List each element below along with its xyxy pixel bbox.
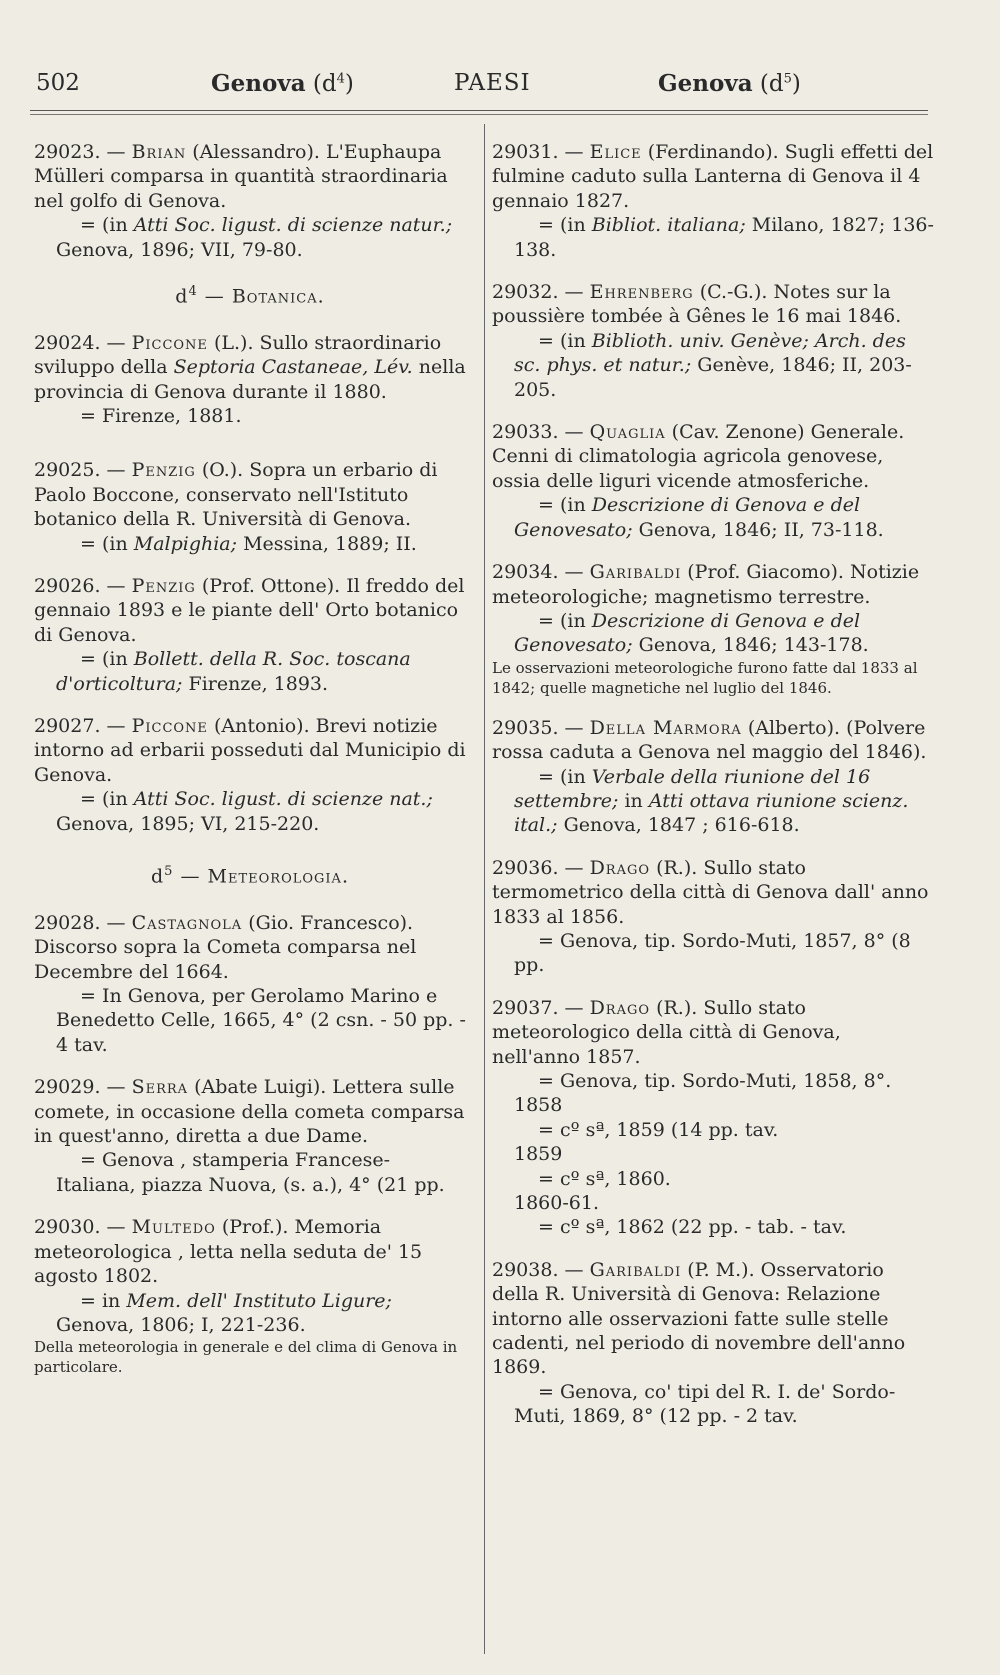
entry-29023: 29023. — Brian (Alessandro). L'Euphaupa Mülleri comparsa in quantità straordinaria nel golfo di Genova. = (in Atti Soc. ligust. di scienze natur.; Genova, 1896; VII, 79-80.	[34, 141, 453, 261]
page-header	[36, 70, 928, 110]
entry-29024: 29024. — Piccone (L.). Sullo straordinario sviluppo della Septoria Castaneae, Lév. nella provincia di Genova durante il 1880. = Firenze, 1881.	[34, 331, 466, 427]
entry-29028: 29028. — Castagnola (Gio. Francesco). Discorso sopra la Cometa comparsa nel Decembre del 1664. = In Genova, per Gerolamo Marino e Benedetto Celle, 1665, 4° (2 csn. - 50 pp. - 4 tav.	[34, 911, 466, 1056]
entry-29032: 29032. — Ehrenberg (C.-G.). Notes sur la poussière tombée à Gênes le 16 mai 1846. = (in Biblioth. univ. Genève; Arch. des sc. phys. et natur.; Genève, 1846; II, 203-205.	[492, 281, 912, 401]
left-column	[34, 140, 466, 1395]
running-head-right: Genova $(d^5)$	[658, 70, 801, 97]
section-heading-meteorologia: $d^5$ — Meteorologia.	[151, 864, 349, 888]
header-rule-double	[30, 114, 928, 115]
entry-29030: 29030. — Multedo (Prof.). Memoria meteorologica , letta nella seduta de' 15 agosto 1802. = in Mem. dell' Instituto Ligure; Genova, 1806; I, 221-236. Della meteorologia in generale e del clima di Genova in particolare.	[34, 1215, 466, 1377]
running-head-left: Genova $(d^4)$	[211, 70, 354, 97]
right-column	[492, 140, 934, 1447]
entry-note: Della meteorologia in generale e del clima di Genova in particolare.	[34, 1338, 458, 1377]
entry-29035: 29035. — Della Marmora (Alberto). (Polvere rossa caduta a Genova nel maggio del 1846). = (in Verbale della riunione del 16 settembre; in Atti ottava riunione scienz. ital.; Genova, 1847 ; 616-618.	[492, 716, 927, 837]
entry-29038: 29038. — Garibaldi (P. M.). Osservatorio della R. Università di Genova: Relazione intorno alle osservazioni fatte sulle stelle cadenti, nel periodo di novembre dell'anno 1869. = Genova, co' tipi del R. I. de' Sordo-Muti, 1869, 8° (12 pp. - 2 tav.	[492, 1258, 906, 1428]
entry-29036: 29036. — Drago (R.). Sullo stato termometrico della città di Genova dall' anno 1833 al 1856. = Genova, tip. Sordo-Muti, 1857, 8° (8 pp.	[492, 856, 929, 977]
entry-29027: 29027. — Piccone (Antonio). Brevi notizie intorno ad erbarii posseduti dal Municipio di Genova. = (in Atti Soc. ligust. di scienze nat.; Genova, 1895; VI, 215-220.	[34, 715, 466, 835]
entry-29025: 29025. — Penzig (O.). Sopra un erbario di Paolo Boccone, conservato nell'Istituto botanico della R. Università di Genova. = (in Malpighia; Messina, 1889; II.	[34, 459, 438, 555]
entry-29034: 29034. — Garibaldi (Prof. Giacomo). Notizie meteorologiche; magnetismo terrestre. = (in Descrizione di Genova e del Genovesato; Genova, 1846; 143-178. Le osservazioni meteorologiche furono fatte dal 1833 al 1842; quelle magnetiche nel luglio del 1846.	[492, 560, 934, 698]
entry-29031: 29031. — Elice (Ferdinando). Sugli effetti del fulmine caduto sulla Lanterna di Genova il 4 gennaio 1827. = (in Bibliot. italiana; Milano, 1827; 136-138.	[492, 141, 934, 261]
entry-29033: 29033. — Quaglia (Cav. Zenone) Generale. Cenni di climatologia agricola genovese, ossia delle liguri vicende atmosferiche. = (in Descrizione di Genova e del Genovesato; Genova, 1846; II, 73-118.	[492, 421, 905, 541]
column-divider	[484, 124, 485, 1654]
entry-29026: 29026. — Penzig (Prof. Ottone). Il freddo del gennaio 1893 e le piante dell' Orto botanico di Genova. = (in Bollett. della R. Soc. toscana d'orticoltura; Firenze, 1893.	[34, 575, 465, 695]
entry-note: Le osservazioni meteorologiche furono fatte dal 1833 al 1842; quelle magnetiche nel luglio del 1846.	[492, 658, 918, 697]
section-heading-botanica: $d^4$ — Botanica.	[175, 284, 325, 308]
header-rule	[30, 110, 928, 111]
entry-29029: 29029. — Serra (Abate Luigi). Lettera sulle comete, in occasione della cometa comparsa in quest'anno, diretta a due Dame. = Genova , stamperia Francese-Italiana, piazza Nuova, (s. a.), 4° (21 pp.	[34, 1076, 465, 1196]
running-head-center: PAESI	[454, 70, 531, 96]
page-number: 502	[36, 70, 80, 96]
entry-29037: 29037. — Drago (R.). Sullo stato meteorologico della città di Genova, nell'anno 1857. = Genova, tip. Sordo-Muti, 1858, 8°. 1858 = cº sª, 1859 (14 pp. tav. 1859 = cº sª, 1860. 1860-61. = cº sª, 1862 (22 pp. - tab. - tav.	[492, 996, 892, 1239]
